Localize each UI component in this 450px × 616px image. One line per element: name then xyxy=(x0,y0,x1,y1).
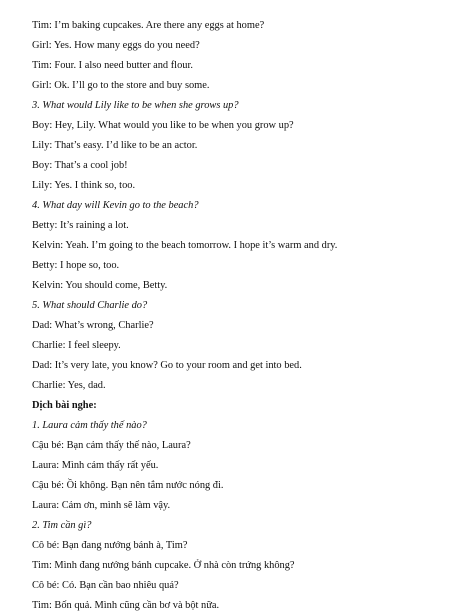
dialogue-line: Boy: Hey, Lily. What would you like to be when you grow up? xyxy=(32,120,294,131)
dialogue-line: Cô bé: Có. Bạn cần bao nhiêu quả? xyxy=(32,580,179,591)
dialogue-line: Cậu bé: Ồi không. Bạn nên tắm nước nóng đi. xyxy=(32,480,224,491)
dialogue-line: Lily: Yes. I think so, too. xyxy=(32,180,136,191)
dialogue-line: Laura: Mình cảm thấy rất yếu. xyxy=(32,460,159,471)
dialogue-line: Dad: It’s very late, you know? Go to your room and get into bed. xyxy=(32,360,302,371)
dialogue-line: Kelvin: Yeah. I’m going to the beach tomorrow. I hope it’s warm and dry. xyxy=(32,240,338,251)
dialogue-line: Dad: What’s wrong, Charlie? xyxy=(32,320,154,331)
section-heading: Dịch bài nghe: xyxy=(32,400,97,411)
dialogue-line: Charlie: Yes, dad. xyxy=(32,380,106,391)
dialogue-line: Cậu bé: Bạn cảm thấy thế nào, Laura? xyxy=(32,440,191,451)
dialogue-line: Cô bé: Bạn đang nướng bánh à, Tim? xyxy=(32,540,188,551)
dialogue-line: Kelvin: You should come, Betty. xyxy=(32,280,168,291)
question-line: 1. Laura cảm thấy thế nào? xyxy=(32,420,147,431)
dialogue-line: Lily: That’s easy. I’d like to be an actor. xyxy=(32,140,198,151)
document-body xyxy=(32,16,426,616)
dialogue-line: Tim: Mình đang nướng bánh cupcake. Ở nhà còn trứng không? xyxy=(32,560,295,571)
dialogue-line: Tim: Four. I also need butter and flour. xyxy=(32,60,193,71)
dialogue-line: Tim: I’m baking cupcakes. Are there any eggs at home? xyxy=(32,20,265,31)
dialogue-line: Girl: Ok. I’ll go to the store and buy some. xyxy=(32,80,210,91)
dialogue-line: Laura: Cảm ơn, mình sẽ làm vậy. xyxy=(32,500,171,511)
dialogue-line: Charlie: I feel sleepy. xyxy=(32,340,121,351)
question-line: 5. What should Charlie do? xyxy=(32,300,148,311)
dialogue-line: Betty: I hope so, too. xyxy=(32,260,120,271)
dialogue-line: Boy: That’s a cool job! xyxy=(32,160,128,171)
dialogue-line: Betty: It’s raining a lot. xyxy=(32,220,129,231)
dialogue-line: Girl: Yes. How many eggs do you need? xyxy=(32,40,200,51)
question-line: 3. What would Lily like to be when she grows up? xyxy=(32,100,239,111)
dialogue-line: Tim: Bốn quả. Mình cũng cần bơ và bột nữa. xyxy=(32,600,220,611)
question-line: 4. What day will Kevin go to the beach? xyxy=(32,200,199,211)
question-line: 2. Tim cần gì? xyxy=(32,520,92,531)
